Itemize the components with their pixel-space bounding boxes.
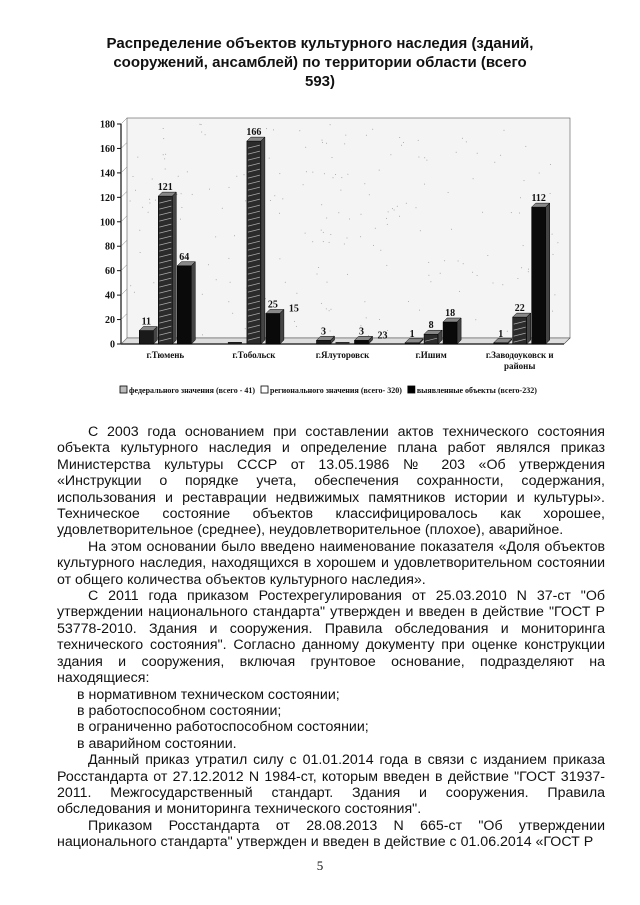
bar <box>443 322 457 344</box>
speckle-dot <box>205 134 206 135</box>
speckle-dot <box>477 153 478 154</box>
data-label: 3 <box>321 326 326 338</box>
speckle-dot <box>296 293 297 294</box>
y-tick-label: 100 <box>100 217 115 229</box>
speckle-dot <box>553 254 554 255</box>
speckle-dot <box>245 328 246 329</box>
bar <box>336 342 350 344</box>
speckle-dot <box>539 173 540 174</box>
speckle-dot <box>524 180 525 181</box>
legend-label: федерального значения (всего - 41) <box>129 386 256 395</box>
speckle-dot <box>148 212 149 213</box>
speckle-dot <box>550 164 551 165</box>
speckle-dot <box>345 135 346 136</box>
speckle-dot <box>459 291 460 292</box>
speckle-dot <box>366 135 367 136</box>
speckle-dot <box>331 309 332 310</box>
speckle-dot <box>323 232 324 233</box>
speckle-dot <box>180 219 181 220</box>
speckle-dot <box>335 174 336 175</box>
speckle-dot <box>149 203 150 204</box>
bar <box>139 331 153 344</box>
speckle-dot <box>222 208 223 209</box>
speckle-dot <box>321 204 322 205</box>
bar-side-face <box>457 318 461 344</box>
bar-side-face <box>527 313 531 344</box>
x-tick-label: районы <box>503 361 536 371</box>
speckle-dot <box>326 308 327 309</box>
speckle-dot <box>229 187 230 188</box>
speckle-dot <box>312 241 313 242</box>
speckle-dot <box>209 189 210 190</box>
speckle-dot <box>379 319 380 320</box>
data-label: 22 <box>514 303 525 315</box>
data-label: 25 <box>267 299 278 311</box>
bar-chart <box>80 110 580 410</box>
speckle-dot <box>201 132 202 133</box>
list-item: в ограниченно работоспособном состоянии; <box>77 719 369 736</box>
speckle-dot <box>451 229 452 230</box>
speckle-dot <box>397 206 398 207</box>
speckle-dot <box>416 207 417 208</box>
speckle-dot <box>504 130 505 131</box>
speckle-dot <box>482 212 483 213</box>
speckle-dot <box>456 152 457 153</box>
speckle-dot <box>306 171 307 172</box>
speckle-dot <box>199 124 200 125</box>
speckle-dot <box>528 271 529 272</box>
speckle-dot <box>155 200 156 201</box>
speckle-dot <box>399 216 400 217</box>
speckle-dot <box>364 301 365 302</box>
y-tick-label: 20 <box>105 315 115 327</box>
list-item: в нормативном техническом состоянии; <box>77 686 340 703</box>
paragraph: С 2011 года приказом Ростехрегулирования от 25.03.2010 N 37-ст "Об утверждении национального стандарта" утвержден и введен в действие "ГОСТ Р 53778-2010. Здания и сооружения. Правила обследования и мониторинга технического состояния". Согласно данному документу при оценке конструкции здания и сооружения, включая грунтовое основание, подразделяют на находящиеся: <box>57 588 605 687</box>
speckle-dot <box>552 311 553 312</box>
speckle-dot <box>130 201 131 202</box>
speckle-dot <box>379 170 380 171</box>
data-label: 23 <box>377 330 388 342</box>
speckle-dot <box>327 282 328 283</box>
speckle-dot <box>448 192 449 193</box>
speckle-dot <box>375 228 376 229</box>
data-label: 11 <box>141 316 152 328</box>
speckle-dot <box>181 207 182 208</box>
speckle-dot <box>236 176 237 177</box>
speckle-dot <box>472 272 473 273</box>
speckle-dot <box>216 279 217 280</box>
speckle-dot <box>326 143 327 144</box>
speckle-dot <box>318 267 319 268</box>
speckle-dot <box>130 285 131 286</box>
paragraph: Данный приказ утратил силу с 01.01.2014 года в связи с изданием приказа Росстандарта от 27.12.2012 N 1984-ст, которым введен в действие "ГОСТ 31937-2011. Межгосударственный стандарт. Здания и сооружения. Правила обследования и мониторинга технического состояния". <box>57 752 605 818</box>
speckle-dot <box>294 321 295 322</box>
data-label: 121 <box>157 182 173 194</box>
speckle-dot <box>444 260 445 261</box>
legend-label: регионального значения (всего- 320) <box>270 386 402 395</box>
page-number: 5 <box>316 858 324 873</box>
speckle-dot <box>299 130 300 131</box>
y-tick-depth <box>121 240 127 246</box>
bar-side-face <box>191 262 195 344</box>
speckle-dot <box>149 199 150 200</box>
body-text <box>57 424 605 851</box>
speckle-dot <box>428 275 429 276</box>
speckle-dot <box>401 145 402 146</box>
speckle-dot <box>430 281 431 282</box>
speckle-dot <box>388 211 389 212</box>
speckle-dot <box>440 273 441 274</box>
speckle-dot <box>366 317 367 318</box>
speckle-dot <box>466 141 467 142</box>
speckle-dot <box>279 258 280 259</box>
speckle-dot <box>163 138 164 139</box>
speckle-dot <box>228 301 229 302</box>
speckle-dot <box>234 235 235 236</box>
speckle-dot <box>135 190 136 191</box>
y-tick-depth <box>121 265 127 271</box>
speckle-dot <box>392 208 393 209</box>
y-tick-label: 180 <box>100 119 115 131</box>
list-item: в работоспособном состоянии; <box>77 702 282 719</box>
speckle-dot <box>296 326 297 327</box>
speckle-dot <box>279 213 280 214</box>
speckle-dot <box>519 213 520 214</box>
speckle-dot <box>133 176 134 177</box>
speckle-dot <box>285 282 286 283</box>
y-tick-depth <box>121 191 127 197</box>
speckle-dot <box>511 212 512 213</box>
speckle-dot <box>279 173 280 174</box>
y-tick-label: 120 <box>100 192 115 204</box>
y-tick-depth <box>121 118 127 124</box>
data-label: 112 <box>531 193 546 205</box>
speckle-dot <box>364 183 365 184</box>
speckle-dot <box>202 334 203 335</box>
speckle-dot <box>332 157 333 158</box>
speckle-dot <box>153 282 154 283</box>
speckle-dot <box>386 218 387 219</box>
speckle-dot <box>406 203 407 204</box>
speckle-dot <box>387 224 388 225</box>
data-label: 1 <box>409 328 415 340</box>
speckle-dot <box>329 242 330 243</box>
speckle-dot <box>165 154 166 155</box>
x-tick-label: г.Тюмень <box>146 350 185 360</box>
speckle-dot <box>140 252 141 253</box>
y-tick-label: 140 <box>100 168 115 180</box>
speckle-dot <box>528 269 529 270</box>
data-label: 18 <box>445 308 456 319</box>
speckle-dot <box>369 194 370 195</box>
speckle-dot <box>330 124 331 125</box>
speckle-dot <box>137 157 138 158</box>
bar-side-face <box>546 203 550 344</box>
speckle-dot <box>178 176 179 177</box>
paragraph: На этом основании было введено наименование показателя «Доля объектов культурного наследия, находящихся в хорошем и удовлетворительном состоянии от общего количества объектов культурного наследия». <box>57 538 605 588</box>
speckle-dot <box>164 158 165 159</box>
speckle-dot <box>266 128 267 129</box>
speckle-dot <box>305 233 306 234</box>
speckle-dot <box>142 207 143 208</box>
y-tick-label: 80 <box>105 241 115 253</box>
speckle-dot <box>321 230 322 231</box>
speckle-dot <box>349 219 350 220</box>
speckle-dot <box>127 220 128 221</box>
speckle-dot <box>192 194 193 195</box>
bar <box>177 266 191 344</box>
speckle-dot <box>418 157 419 158</box>
y-tick-label: 0 <box>110 339 115 351</box>
speckle-dot <box>127 228 128 229</box>
data-label: 166 <box>246 127 262 139</box>
legend-label: выявленные объекты (всего-232) <box>416 386 537 395</box>
paragraph: С 2003 года основанием при составлении актов технического состояния объекта культурного наследия и определение плана работ являлся приказ Министерства культуры СССР от 13.05.1986 № 203 «Об утверждения «Инструкции о порядке учета, обеспечения сохранности, содержания, использования и реставрации недвижимых памятников истории и культуры». Техническое состояние объектов классифицировалось как хорошее, удовлетворительное (среднее), неудовлетворительное (плохое), аварийное. <box>57 424 605 539</box>
speckle-dot <box>274 195 275 196</box>
speckle-dot <box>341 177 342 178</box>
speckle-dot <box>305 147 306 148</box>
speckle-dot <box>475 319 476 320</box>
speckle-dot <box>165 169 166 170</box>
speckle-dot <box>215 236 216 237</box>
bar <box>266 313 280 344</box>
speckle-dot <box>494 162 495 163</box>
speckle-dot <box>163 154 164 155</box>
speckle-dot <box>550 193 551 194</box>
speckle-dot <box>477 275 478 276</box>
speckle-dot <box>232 313 233 314</box>
speckle-dot <box>399 137 400 138</box>
bar-side-face <box>261 137 265 344</box>
speckle-dot <box>347 274 348 275</box>
speckle-dot <box>244 174 245 175</box>
speckle-dot <box>347 174 348 175</box>
speckle-dot <box>500 155 501 156</box>
data-label: 15 <box>288 303 299 315</box>
speckle-dot <box>312 172 313 173</box>
speckle-dot <box>520 197 521 198</box>
speckle-dot <box>390 154 391 155</box>
x-tick-label: г.Тобольск <box>232 350 276 360</box>
y-tick-label: 60 <box>105 266 115 278</box>
speckle-dot <box>521 267 522 268</box>
speckle-dot <box>324 173 325 174</box>
speckle-dot <box>420 230 421 231</box>
speckle-dot <box>373 245 374 246</box>
bar <box>532 207 546 344</box>
speckle-dot <box>473 178 474 179</box>
speckle-dot <box>273 129 274 130</box>
speckle-dot <box>463 263 464 264</box>
speckle-dot <box>333 177 334 178</box>
speckle-dot <box>523 245 524 246</box>
speckle-dot <box>329 310 330 311</box>
speckle-dot <box>557 242 558 243</box>
speckle-dot <box>340 190 341 191</box>
speckle-dot <box>187 171 188 172</box>
speckle-dot <box>269 158 270 159</box>
bar <box>228 342 242 344</box>
data-label: 1 <box>498 328 504 340</box>
x-tick-label: г.Заводоуковск и <box>485 350 554 360</box>
y-tick-depth <box>121 216 127 222</box>
speckle-dot <box>554 294 555 295</box>
speckle-dot <box>230 282 231 283</box>
speckle-dot <box>380 250 381 251</box>
speckle-dot <box>372 129 373 130</box>
chart-title-line-2: сооружений, ансамблей) по территории области (всего 593) <box>113 54 527 90</box>
speckle-dot <box>344 244 345 245</box>
speckle-dot <box>321 303 322 304</box>
speckle-dot <box>347 238 348 239</box>
speckle-dot <box>394 210 395 211</box>
speckle-dot <box>360 236 361 237</box>
speckle-dot <box>487 255 488 256</box>
y-tick-depth <box>121 167 127 173</box>
y-tick-depth <box>121 142 127 148</box>
bar <box>355 340 369 344</box>
speckle-dot <box>403 142 404 143</box>
bar-chart-svg <box>80 110 580 410</box>
speckle-dot <box>323 241 324 242</box>
y-tick-label: 40 <box>105 290 115 302</box>
bar <box>317 340 331 344</box>
speckle-dot <box>502 284 503 285</box>
chart-title-line-1: Распределение объектов культурного наследия (зданий, <box>106 35 534 52</box>
speckle-dot <box>338 212 339 213</box>
speckle-dot <box>152 179 153 180</box>
speckle-dot <box>462 138 463 139</box>
speckle-dot <box>322 142 323 143</box>
speckle-dot <box>552 234 553 235</box>
bar-side-face <box>172 192 176 344</box>
bar <box>424 334 438 344</box>
speckle-dot <box>139 230 140 231</box>
bar-side-face <box>280 309 284 344</box>
speckle-dot <box>270 200 271 201</box>
speckle-dot <box>517 278 518 279</box>
speckle-dot <box>458 261 459 262</box>
list-item: в аварийном состоянии. <box>77 735 237 752</box>
speckle-dot <box>408 301 409 302</box>
speckle-dot <box>202 294 203 295</box>
speckle-dot <box>322 140 323 141</box>
x-tick-label: г.Ялуторовск <box>315 350 370 360</box>
x-tick-label: г.Ишим <box>415 350 447 360</box>
speckle-dot <box>303 184 304 185</box>
speckle-dot <box>282 198 283 199</box>
speckle-dot <box>493 283 494 284</box>
chart-title <box>100 34 540 91</box>
data-label: 64 <box>179 251 190 263</box>
speckle-dot <box>330 234 331 235</box>
speckle-dot <box>344 143 345 144</box>
data-label: 8 <box>428 320 434 332</box>
y-tick-depth <box>121 289 127 295</box>
speckle-dot <box>330 331 331 332</box>
speckle-dot <box>245 200 246 201</box>
data-label: 3 <box>359 326 364 338</box>
y-tick-depth <box>121 314 127 320</box>
speckle-dot <box>419 310 420 311</box>
speckle-dot <box>426 160 427 161</box>
legend-swatch <box>408 386 415 393</box>
speckle-dot <box>361 214 362 215</box>
speckle-dot <box>507 331 508 332</box>
speckle-dot <box>428 262 429 263</box>
speckle-dot <box>208 264 209 265</box>
speckle-dot <box>201 124 202 125</box>
speckle-dot <box>163 128 164 129</box>
speckle-dot <box>525 146 526 147</box>
legend-swatch <box>261 386 268 393</box>
speckle-dot <box>424 157 425 158</box>
y-tick-label: 160 <box>100 143 115 155</box>
speckle-dot <box>386 265 387 266</box>
speckle-dot <box>424 184 425 185</box>
speckle-dot <box>317 274 318 275</box>
speckle-dot <box>418 140 419 141</box>
paragraph: Приказом Росстандарта от 28.08.2013 N 665-ст "Об утверждении национального стандарта" утвержден и введен в действие с 01.06.2014 «ГОСТ Р <box>57 817 605 851</box>
speckle-dot <box>326 218 327 219</box>
speckle-dot <box>134 292 135 293</box>
speckle-dot <box>181 193 182 194</box>
legend-swatch <box>120 386 127 393</box>
speckle-dot <box>228 258 229 259</box>
